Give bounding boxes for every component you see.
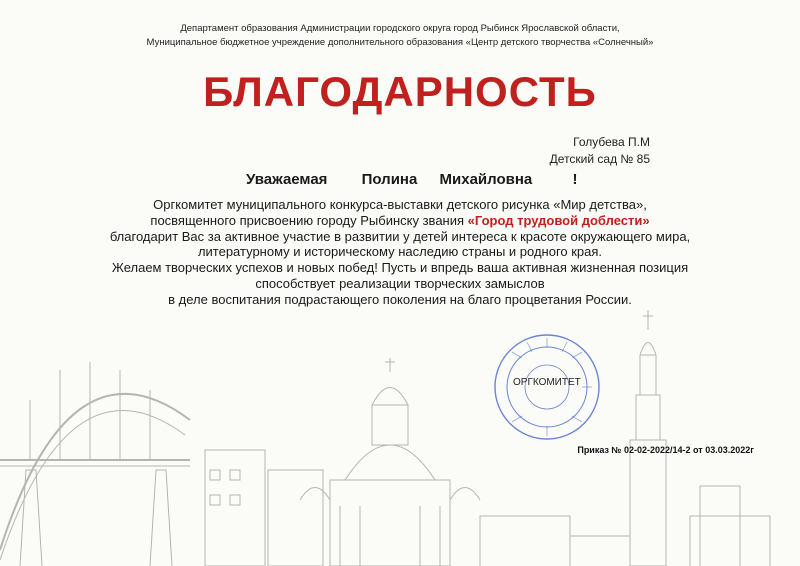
city-sketch-illustration xyxy=(0,300,800,566)
title-highlight: «Город трудовой доблести» xyxy=(467,212,650,228)
issuer-line-1: Департамент образования Администрации городского округа город Рыбинск Ярославской области, xyxy=(180,23,620,34)
issuer-header xyxy=(0,22,800,50)
body-line-6: способствует реализации творческих замыслов xyxy=(255,275,545,291)
gratitude-text xyxy=(60,197,740,308)
recipient-patronymic: Михайловна xyxy=(439,171,533,188)
recipient-info xyxy=(550,134,650,168)
recipient-first-name: Полина xyxy=(361,171,418,188)
body-line-2 xyxy=(60,213,740,229)
author-name: Голубева П.М xyxy=(573,135,650,149)
body-line-7: в деле воспитания подрастающего поколения на благо процветания России. xyxy=(168,291,632,307)
body-line-3: благодарит Вас за активное участие в развитии у детей интереса к красоте окружающего мира, xyxy=(109,228,691,244)
stamp-label: ОРГКОМИТЕТ xyxy=(513,377,581,388)
document-title: БЛАГОДАРНОСТЬ xyxy=(203,68,597,115)
body-line-1: Оргкомитет муниципального конкурса-выставки детского рисунка «Мир детства», xyxy=(153,197,647,212)
body-line-4: литературному и историческому наследию страны и родного края. xyxy=(197,244,603,260)
greeting-exclamation: ! xyxy=(572,171,578,188)
issuer-line-2: Муниципальное бюджетное учреждение дополнительного образования «Центр детского творчества «Солнечный» xyxy=(146,37,654,48)
kindergarten-name: Детский сад № 85 xyxy=(549,152,650,166)
body-line-2-text: посвященного присвоению городу Рыбинску звания xyxy=(150,212,465,228)
order-reference: Приказ № 02-02-2022/14-2 от 03.03.2022г xyxy=(577,445,754,455)
greeting-line xyxy=(246,171,577,188)
body-line-5: Желаем творческих успехов и новых побед! Пусть и впредь ваша активная жизненная позиция xyxy=(111,260,689,276)
greeting-prefix: Уважаемая xyxy=(246,171,328,188)
